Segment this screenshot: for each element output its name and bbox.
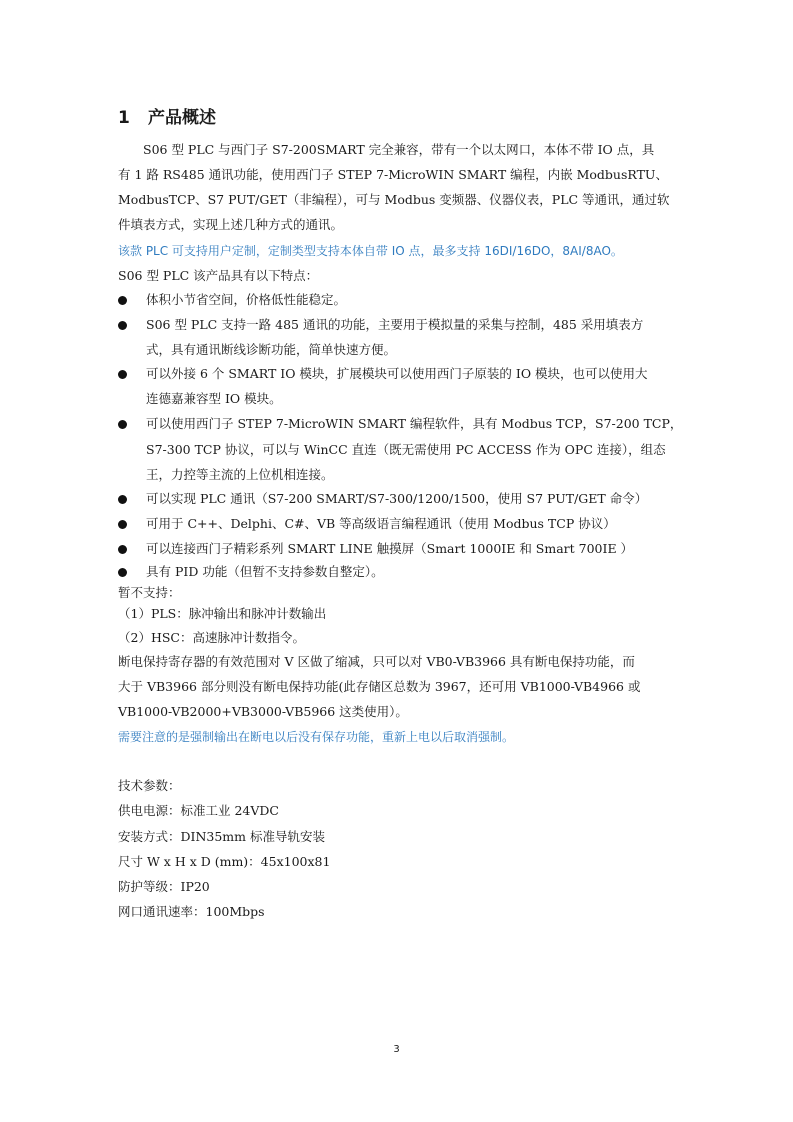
feature-line: 可以实现 PLC 通讯（S7-200 SMART/S7-300/1200/1500，使用 S7 PUT/GET 命令） xyxy=(146,491,648,506)
bullet-icon xyxy=(118,370,127,379)
section-number: 1 xyxy=(118,108,130,128)
feature-line: S7-300 TCP 协议，可以与 WinCC 直连（既无需使用 PC ACCESS 作为 OPC 连接），组态 xyxy=(146,442,666,457)
bullet-icon xyxy=(118,545,127,554)
feature-line: 可以连接西门子精彩系列 SMART LINE 触摸屏（Smart 1000IE 和 Smart 700IE ） xyxy=(146,541,634,556)
feature-line: 可用于 C++、Delphi、C#、VB 等高级语言编程通讯（使用 Modbus TCP 协议） xyxy=(146,516,616,531)
tech-item: 安装方式：DIN35mm 标准导轨安装 xyxy=(118,829,325,844)
custom-note: 该款 PLC 可支持用户定制，定制类型支持本体自带 IO 点，最多支持 16DI/16DO，8AI/8AO。 xyxy=(118,244,623,258)
bullet-icon xyxy=(118,568,127,577)
page-number: 3 xyxy=(393,1044,400,1055)
feature-line: 可以使用西门子 STEP 7-MicroWIN SMART 编程软件，具有 Modbus TCP，S7-200 TCP， xyxy=(146,416,683,431)
intro-line: ModbusTCP、S7 PUT/GET（非编程），可与 Modbus 变频器、仪器仪表，PLC 等通讯，通过软 xyxy=(118,192,670,207)
retention-line: 断电保持寄存器的有效范围对 V 区做了缩减，只可以对 VB0-VB3966 具有断电保持功能，而 xyxy=(118,654,635,669)
unsupported-item: （2）HSC：高速脉冲计数指令。 xyxy=(118,630,305,645)
feature-line: 式，具有通讯断线诊断功能，简单快速方便。 xyxy=(146,342,397,357)
bullet-icon xyxy=(118,296,127,305)
retention-line: VB1000-VB2000+VB3000-VB5966 这类使用）。 xyxy=(118,704,408,719)
feature-line: S06 型 PLC 支持一路 485 通讯的功能，主要用于模拟量的采集与控制，485 采用填表方 xyxy=(146,317,644,332)
feature-line: 具有 PID 功能（但暂不支持参数自整定）。 xyxy=(146,564,384,579)
bullet-icon xyxy=(118,495,127,504)
section-heading xyxy=(118,107,216,129)
feature-line: 体积小节省空间，价格低性能稳定。 xyxy=(146,292,347,307)
unsupported-title: 暂不支持： xyxy=(118,585,181,600)
tech-title: 技术参数： xyxy=(118,778,181,793)
tech-item: 网口通讯速率：100Mbps xyxy=(118,904,265,919)
bullet-icon xyxy=(118,420,127,429)
intro-line: S06 型 PLC 与西门子 S7-200SMART 完全兼容，带有一个以太网口，本体不带 IO 点，具 xyxy=(118,142,655,157)
unsupported-item: （1）PLS：脉冲输出和脉冲计数输出 xyxy=(118,606,327,621)
features-intro: S06 型 PLC 该产品具有以下特点： xyxy=(118,268,319,283)
bullet-icon xyxy=(118,321,127,330)
tech-item: 尺寸 W x H x D (mm)：45x100x81 xyxy=(118,854,331,869)
tech-item: 供电电源：标准工业 24VDC xyxy=(118,803,279,818)
tech-item: 防护等级：IP20 xyxy=(118,879,210,894)
bullet-icon xyxy=(118,520,127,529)
intro-line: 有 1 路 RS485 通讯功能，使用西门子 STEP 7-MicroWIN SMART 编程，内嵌 ModbusRTU、 xyxy=(118,167,668,182)
force-note: 需要注意的是强制输出在断电以后没有保存功能，重新上电以后取消强制。 xyxy=(118,730,515,744)
section-title: 产品概述 xyxy=(148,108,216,128)
feature-line: 连德嘉兼容型 IO 模块。 xyxy=(146,391,282,406)
retention-line: 大于 VB3966 部分则没有断电保持功能(此存储区总数为 3967，还可用 VB1000-VB4966 或 xyxy=(118,679,641,694)
feature-line: 可以外接 6 个 SMART IO 模块，扩展模块可以使用西门子原装的 IO 模块，也可以使用大 xyxy=(146,366,648,381)
feature-line: 王，力控等主流的上位机相连接。 xyxy=(146,467,334,482)
intro-line: 件填表方式，实现上述几种方式的通讯。 xyxy=(118,217,344,232)
